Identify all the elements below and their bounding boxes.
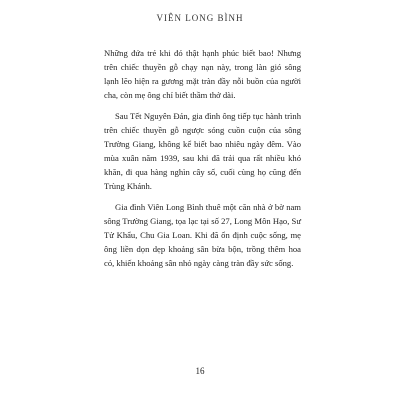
paragraph: Những đứa trẻ khi đó thật hạnh phúc biết bao! Nhưng trên chiếc thuyền gỗ chạy nạn này, trong làn gió sông lạnh lẽo hiện ra gương mặt tràn đầy nỗi buồn của người cha, còn mẹ ông chỉ biết thầm thở dài. bbox=[104, 48, 301, 100]
body-text bbox=[104, 46, 301, 277]
page-number: 16 bbox=[195, 366, 205, 376]
running-header: VIÊN LONG BÌNH bbox=[156, 13, 244, 23]
paragraph: Gia đình Viên Long Bình thuê một căn nhà ở bờ nam sông Trường Giang, tọa lạc tại số 27, Long Môn Hạo, Sư Tử Khẩu, Chu Gia Loan. Khi đã ổn định cuộc sống, mẹ ông liền dọn dẹp khoảng sân bừa bộn, trồng thêm hoa cỏ, khiến khoảng sân nhỏ ngày càng tràn đầy sức sống. bbox=[104, 202, 301, 268]
paragraph: Sau Tết Nguyên Đán, gia đình ông tiếp tục hành trình trên chiếc thuyền gỗ ngược sóng cuồn cuộn của sông Trường Giang, không kể biết bao nhiêu ngày đêm. Vào mùa xuân năm 1939, sau khi đã trải qua rất nhiều khó khăn, đi qua hàng nghìn cây số, cuối cùng họ cũng đến Trùng Khánh. bbox=[104, 111, 301, 191]
